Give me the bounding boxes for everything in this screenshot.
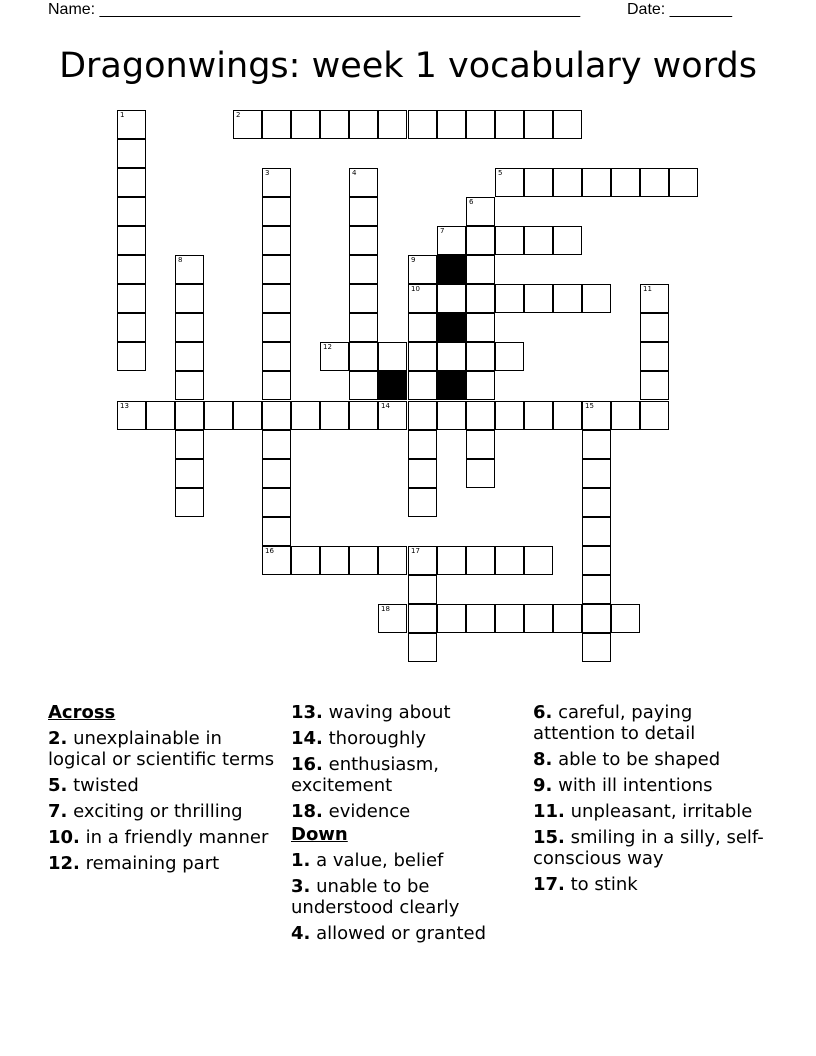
crossword-cell[interactable] — [524, 226, 553, 255]
crossword-cell[interactable] — [233, 401, 262, 430]
crossword-cell[interactable] — [524, 168, 553, 197]
across-clue: 12. remaining part — [48, 853, 220, 874]
crossword-cell[interactable] — [204, 401, 233, 430]
crossword-cell[interactable] — [320, 546, 349, 575]
across-clue: 7. exciting or thrilling — [48, 801, 243, 822]
down-heading: Down — [291, 824, 348, 845]
crossword-cell[interactable] — [640, 371, 669, 400]
crossword-cell[interactable] — [175, 371, 204, 400]
crossword-cell[interactable] — [262, 371, 291, 400]
clue-number: 14 — [381, 402, 390, 410]
crossword-cell[interactable] — [378, 546, 407, 575]
crossword-cell[interactable] — [349, 313, 378, 342]
crossword-cell[interactable] — [262, 546, 291, 575]
crossword-cell[interactable] — [262, 342, 291, 371]
clue-number: 13 — [120, 402, 129, 410]
crossword-cell[interactable] — [553, 284, 582, 313]
crossword-cell[interactable] — [378, 342, 407, 371]
clue-number: 8 — [178, 256, 183, 264]
crossword-cell[interactable] — [378, 110, 407, 139]
crossword-cell[interactable] — [349, 255, 378, 284]
crossword-cell[interactable] — [466, 197, 495, 226]
crossword-cell[interactable] — [553, 401, 582, 430]
crossword-cell[interactable] — [117, 139, 146, 168]
crossword-cell[interactable] — [117, 401, 146, 430]
across-clue: 5. twisted — [48, 775, 139, 796]
crossword-cell[interactable] — [437, 110, 466, 139]
crossword-cell[interactable] — [408, 575, 437, 604]
crossword-cell[interactable] — [349, 168, 378, 197]
down-clue: 8. able to be shaped — [533, 749, 721, 770]
crossword-cell[interactable] — [524, 284, 553, 313]
crossword-cell[interactable] — [262, 401, 291, 430]
crossword-cell[interactable] — [408, 430, 437, 459]
crossword-cell[interactable] — [378, 604, 407, 633]
crossword-cell[interactable] — [582, 401, 611, 430]
crossword-cell[interactable] — [349, 197, 378, 226]
crossword-cell[interactable] — [175, 255, 204, 284]
crossword-cell[interactable] — [349, 284, 378, 313]
crossword-cell[interactable] — [117, 284, 146, 313]
crossword-cell[interactable] — [262, 284, 291, 313]
crossword-cell[interactable] — [582, 168, 611, 197]
crossword-cell[interactable] — [582, 488, 611, 517]
black-cell — [437, 313, 466, 342]
crossword-cell[interactable] — [495, 401, 524, 430]
crossword-cell[interactable] — [291, 110, 320, 139]
clue-number: 6 — [469, 198, 474, 206]
crossword-cell[interactable] — [262, 255, 291, 284]
crossword-cell[interactable] — [117, 313, 146, 342]
crossword-cell[interactable] — [495, 342, 524, 371]
crossword-cell[interactable] — [408, 313, 437, 342]
crossword-cell[interactable] — [408, 284, 437, 313]
date-field[interactable]: Date: _______ — [627, 1, 732, 18]
crossword-cell[interactable] — [262, 459, 291, 488]
down-clue: 15. smiling in a silly, self-conscious way — [533, 827, 764, 869]
crossword-cell[interactable] — [466, 255, 495, 284]
crossword-cell[interactable] — [437, 226, 466, 255]
crossword-cell[interactable] — [262, 110, 291, 139]
crossword-cell[interactable] — [175, 342, 204, 371]
crossword-cell[interactable] — [495, 546, 524, 575]
crossword-cell[interactable] — [553, 110, 582, 139]
clue-column-2 — [291, 702, 523, 949]
crossword-cell[interactable] — [466, 459, 495, 488]
across-clue: 2. unexplainable in logical or scientific terms — [48, 728, 275, 770]
crossword-cell[interactable] — [262, 430, 291, 459]
clue-number: 9 — [411, 256, 416, 264]
page-title: Dragonwings: week 1 vocabulary words — [59, 46, 757, 86]
crossword-cell[interactable] — [349, 342, 378, 371]
crossword-cell[interactable] — [175, 313, 204, 342]
crossword-cell[interactable] — [262, 226, 291, 255]
crossword-cell[interactable] — [582, 546, 611, 575]
crossword-cell[interactable] — [466, 430, 495, 459]
clue-number: 18 — [381, 605, 390, 613]
crossword-cell[interactable] — [175, 459, 204, 488]
crossword-cell[interactable] — [553, 168, 582, 197]
crossword-cell[interactable] — [553, 604, 582, 633]
crossword-cell[interactable] — [408, 342, 437, 371]
crossword-cell[interactable] — [291, 546, 320, 575]
crossword-cell[interactable] — [117, 255, 146, 284]
black-cell — [437, 255, 466, 284]
crossword-cell[interactable] — [495, 604, 524, 633]
crossword-cell[interactable] — [640, 168, 669, 197]
crossword-cell[interactable] — [408, 110, 437, 139]
clue-number: 2 — [236, 111, 241, 119]
crossword-cell[interactable] — [437, 546, 466, 575]
crossword-cell[interactable] — [437, 284, 466, 313]
crossword-cell[interactable] — [437, 342, 466, 371]
crossword-cell[interactable] — [582, 284, 611, 313]
clue-number: 16 — [265, 547, 274, 555]
crossword-cell[interactable] — [437, 604, 466, 633]
across-clue: 13. waving about — [291, 702, 451, 723]
across-heading: Across — [48, 702, 116, 723]
across-clue: 16. enthusiasm, excitement — [291, 754, 440, 796]
crossword-cell[interactable] — [553, 226, 582, 255]
crossword-cell[interactable] — [378, 401, 407, 430]
crossword-cell[interactable] — [640, 313, 669, 342]
across-clue: 14. thoroughly — [291, 728, 427, 749]
crossword-cell[interactable] — [408, 371, 437, 400]
crossword-cell[interactable] — [669, 168, 698, 197]
crossword-cell[interactable] — [495, 284, 524, 313]
down-clue: 6. careful, paying attention to detail — [533, 702, 696, 744]
crossword-cell[interactable] — [640, 284, 669, 313]
clue-column-3 — [533, 702, 773, 900]
crossword-cell[interactable] — [524, 401, 553, 430]
clue-number: 17 — [411, 547, 420, 555]
crossword-cell[interactable] — [524, 604, 553, 633]
crossword-cell[interactable] — [640, 342, 669, 371]
clue-number: 15 — [585, 402, 594, 410]
crossword-cell[interactable] — [349, 401, 378, 430]
crossword-cell[interactable] — [117, 168, 146, 197]
black-cell — [437, 371, 466, 400]
crossword-cell[interactable] — [408, 488, 437, 517]
crossword-cell[interactable] — [408, 255, 437, 284]
crossword-cell[interactable] — [175, 488, 204, 517]
crossword-cell[interactable] — [466, 313, 495, 342]
crossword-cell[interactable] — [466, 342, 495, 371]
clue-column-1 — [48, 702, 278, 879]
crossword-cell[interactable] — [582, 575, 611, 604]
crossword-cell[interactable] — [408, 401, 437, 430]
name-field[interactable]: Name: ______________________________________________________ — [48, 1, 581, 18]
crossword-cell[interactable] — [320, 342, 349, 371]
clue-number: 7 — [440, 227, 445, 235]
crossword-cell[interactable] — [349, 371, 378, 400]
clue-number: 5 — [498, 169, 503, 177]
crossword-cell[interactable] — [640, 401, 669, 430]
down-clue: 11. unpleasant, irritable — [533, 801, 753, 822]
crossword-cell[interactable] — [524, 546, 553, 575]
crossword-cell[interactable] — [117, 226, 146, 255]
crossword-cell[interactable] — [611, 604, 640, 633]
crossword-cell[interactable] — [291, 401, 320, 430]
crossword-cell[interactable] — [262, 488, 291, 517]
crossword-cell[interactable] — [117, 197, 146, 226]
crossword-cell[interactable] — [349, 546, 378, 575]
crossword-cell[interactable] — [582, 430, 611, 459]
black-cell — [378, 371, 407, 400]
crossword-cell[interactable] — [495, 226, 524, 255]
crossword-cell[interactable] — [466, 371, 495, 400]
crossword-cell[interactable] — [233, 110, 262, 139]
crossword-cell[interactable] — [175, 284, 204, 313]
crossword-cell[interactable] — [117, 110, 146, 139]
crossword-cell[interactable] — [611, 168, 640, 197]
crossword-cell[interactable] — [466, 604, 495, 633]
crossword-cell[interactable] — [408, 459, 437, 488]
crossword-cell[interactable] — [495, 168, 524, 197]
crossword-cell[interactable] — [466, 110, 495, 139]
crossword-cell[interactable] — [466, 546, 495, 575]
down-clue: 9. with ill intentions — [533, 775, 713, 796]
crossword-cell[interactable] — [495, 110, 524, 139]
crossword-cell[interactable] — [408, 546, 437, 575]
down-clue: 3. unable to be understood clearly — [291, 876, 460, 918]
crossword-cell[interactable] — [262, 168, 291, 197]
clue-number: 3 — [265, 169, 270, 177]
crossword-cell[interactable] — [466, 284, 495, 313]
clue-number: 12 — [323, 343, 332, 351]
crossword-cell[interactable] — [175, 430, 204, 459]
down-clue: 4. allowed or granted — [291, 923, 487, 944]
clue-number: 4 — [352, 169, 357, 177]
down-clue: 17. to stink — [533, 874, 638, 895]
crossword-cell[interactable] — [117, 342, 146, 371]
crossword-cell[interactable] — [175, 401, 204, 430]
clue-number: 1 — [120, 111, 125, 119]
crossword-cell[interactable] — [524, 110, 553, 139]
crossword-cell[interactable] — [349, 110, 378, 139]
crossword-cell[interactable] — [582, 459, 611, 488]
crossword-cell[interactable] — [437, 401, 466, 430]
crossword-cell[interactable] — [582, 633, 611, 662]
down-clue: 1. a value, belief — [291, 850, 444, 871]
crossword-cell[interactable] — [262, 313, 291, 342]
crossword-cell[interactable] — [262, 517, 291, 546]
crossword-cell[interactable] — [146, 401, 175, 430]
across-clue: 18. evidence — [291, 801, 411, 822]
clue-number: 10 — [411, 285, 420, 293]
crossword-cell[interactable] — [408, 604, 437, 633]
crossword-cell[interactable] — [466, 401, 495, 430]
across-clue: 10. in a friendly manner — [48, 827, 269, 848]
crossword-cell[interactable] — [582, 604, 611, 633]
crossword-cell[interactable] — [466, 226, 495, 255]
crossword-cell[interactable] — [582, 517, 611, 546]
crossword-cell[interactable] — [349, 226, 378, 255]
crossword-cell[interactable] — [408, 633, 437, 662]
crossword-cell[interactable] — [611, 401, 640, 430]
crossword-cell[interactable] — [320, 110, 349, 139]
clue-number: 11 — [643, 285, 652, 293]
crossword-cell[interactable] — [262, 197, 291, 226]
crossword-cell[interactable] — [320, 401, 349, 430]
